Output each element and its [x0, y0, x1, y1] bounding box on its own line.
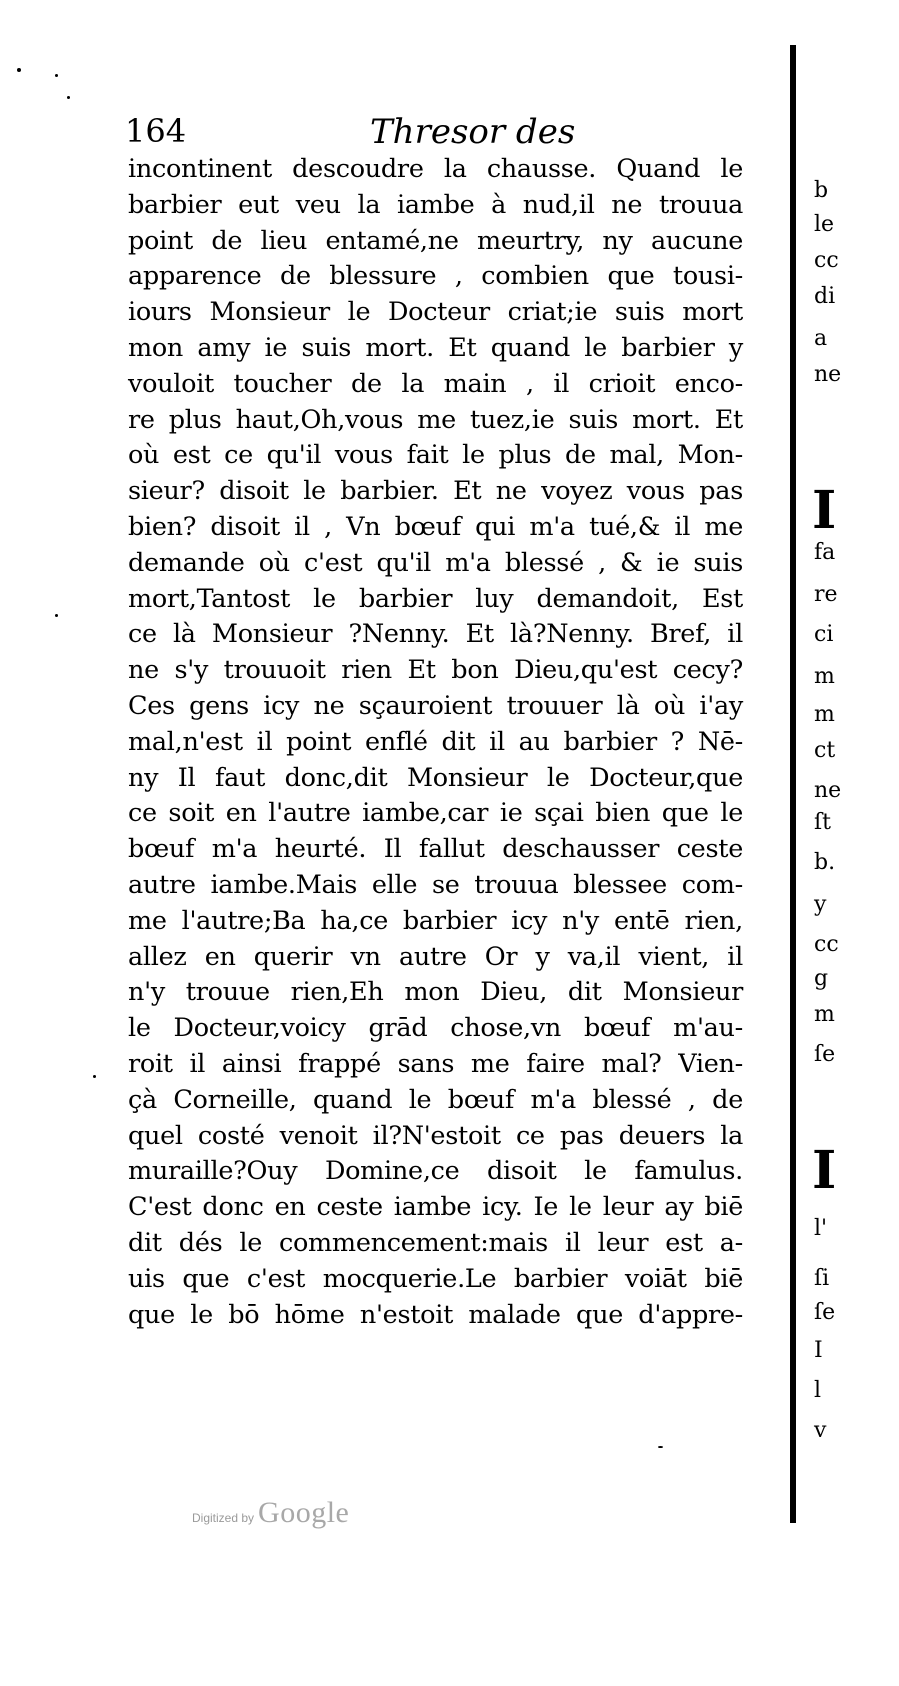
text-line: allez en querir vn autre Or y va,il vient, il: [128, 941, 743, 972]
facing-page-fragment-text: cc: [814, 248, 839, 273]
facing-page-initial: I: [812, 1140, 837, 1201]
text-line: mon amy ie suis mort. Et quand le barbier y: [128, 332, 743, 363]
text-line: ny Il faut donc,dit Monsieur le Docteur,que: [128, 762, 743, 793]
text-line: barbier eut veu la iambe à nud,il ne trouua: [128, 189, 743, 220]
facing-page-fragment-text: ct: [814, 738, 836, 763]
text-line: çà Corneille, quand le bœuf m'a blessé , de: [128, 1084, 743, 1115]
facing-page-fragment-text: re: [814, 582, 838, 607]
facing-page-fragment-text: ſe: [814, 1300, 836, 1325]
facing-page-fragment-text: m: [814, 1002, 835, 1027]
facing-page-fragment-text: fa: [814, 540, 836, 565]
text-line: C'est donc en ceste iambe icy. Ie le leur ay biē: [128, 1192, 743, 1223]
text-line: bœuf m'a heurté. Il fallut deschausser ceste: [128, 834, 743, 865]
facing-page-fragment-text: le: [814, 212, 835, 237]
running-title: Thresor des: [370, 112, 576, 152]
facing-page-fragment-text: l: [814, 1378, 822, 1403]
gutter-rule: [790, 45, 796, 1523]
text-line: le Docteur,voicy grād chose,vn bœuf m'au-: [128, 1013, 743, 1044]
text-line: n'y trouue rien,Eh mon Dieu, dit Monsieur: [128, 977, 743, 1008]
text-line: re plus haut,Oh,vous me tuez,ie suis mort. Et: [128, 404, 743, 435]
facing-page-fragment-text: ſe: [814, 1042, 836, 1067]
text-line: muraille?Ouy Domine,ce disoit le famulus.: [128, 1156, 743, 1187]
text-line: bien? disoit il , Vn bœuf qui m'a tué,& il me: [128, 511, 743, 542]
scan-speck: [55, 74, 58, 77]
text-line: me l'autre;Ba ha,ce barbier icy n'y entē rien,: [128, 905, 743, 936]
facing-page-fragment-text: I: [814, 1338, 823, 1363]
facing-page-fragment-text: b: [814, 178, 829, 203]
facing-page-fragment-text: ne: [814, 362, 842, 387]
digitization-footer: [192, 1496, 349, 1530]
body-text: [128, 152, 743, 1333]
text-line: dit dés le commencement:mais il leur est a-: [128, 1227, 743, 1258]
facing-page-fragment-text: y: [814, 892, 827, 917]
text-line: vouloit toucher de la main , il crioit enco-: [128, 368, 743, 399]
text-line: iours Monsieur le Docteur criat;ie suis mort: [128, 297, 743, 328]
scan-speck: [55, 614, 58, 617]
text-line: ce soit en l'autre iambe,car ie sçai bien que le: [128, 798, 743, 829]
text-line: où est ce qu'il vous fait le plus de mal, Mon-: [128, 440, 743, 471]
facing-page-fragment-text: m: [814, 702, 835, 727]
scan-speck: [658, 1446, 663, 1448]
facing-page-fragment-text: l': [814, 1216, 828, 1241]
text-line: demande où c'est qu'il m'a blessé , & ie suis: [128, 547, 743, 578]
facing-page-fragment-text: v: [814, 1418, 827, 1443]
text-line: apparence de blessure , combien que tousi-: [128, 261, 743, 292]
text-line: mal,n'est il point enflé dit il au barbier ? Nē-: [128, 726, 743, 757]
text-line: roit il ainsi frappé sans me faire mal? Vien-: [128, 1048, 743, 1079]
facing-page-fragment-text: g: [814, 966, 829, 991]
facing-page-fragment-text: b.: [814, 850, 836, 875]
text-line: incontinent descoudre la chausse. Quand le: [128, 154, 743, 184]
scan-speck: [93, 1075, 96, 1078]
facing-page-fragment-text: ſi: [814, 1266, 830, 1291]
facing-page-fragment-text: di: [814, 284, 836, 309]
text-line: mort,Tantost le barbier luy demandoit, Est: [128, 583, 743, 614]
facing-page-fragment-text: ſt: [814, 810, 831, 835]
text-line: ne s'y trouuoit rien Et bon Dieu,qu'est cecy?: [128, 655, 743, 686]
facing-page-fragment-text: cc: [814, 932, 839, 957]
scan-speck: [17, 68, 21, 72]
text-line: uis que c'est mocquerie.Le barbier voiāt biē: [128, 1263, 743, 1294]
facing-page-fragment-text: a: [814, 326, 828, 351]
facing-page-initial: I: [812, 480, 837, 541]
facing-page-fragment-text: ne: [814, 778, 842, 803]
google-logo: Google: [258, 1496, 350, 1529]
digitized-by-label: Digitized by: [192, 1511, 255, 1525]
text-line: autre iambe.Mais elle se trouua blessee com-: [128, 869, 743, 900]
text-line: Ces gens icy ne sçauroient trouuer là où i'ay: [128, 690, 743, 721]
text-line: quel costé venoit il?N'estoit ce pas deuers la: [128, 1120, 743, 1151]
facing-page-fragment: [800, 0, 899, 1686]
scan-speck: [67, 96, 70, 99]
facing-page-fragment-text: ci: [814, 622, 834, 647]
facing-page-fragment-text: m: [814, 664, 835, 689]
text-line: ce là Monsieur ?Nenny. Et là?Nenny. Bref, il: [128, 619, 743, 650]
text-line: sieur? disoit le barbier. Et ne voyez vous pas: [128, 476, 743, 507]
text-line: point de lieu entamé,ne meurtry, ny aucune: [128, 225, 743, 256]
text-line: que le bō hōme n'estoit malade que d'appre-: [128, 1299, 743, 1330]
page-number: 164: [125, 112, 187, 150]
